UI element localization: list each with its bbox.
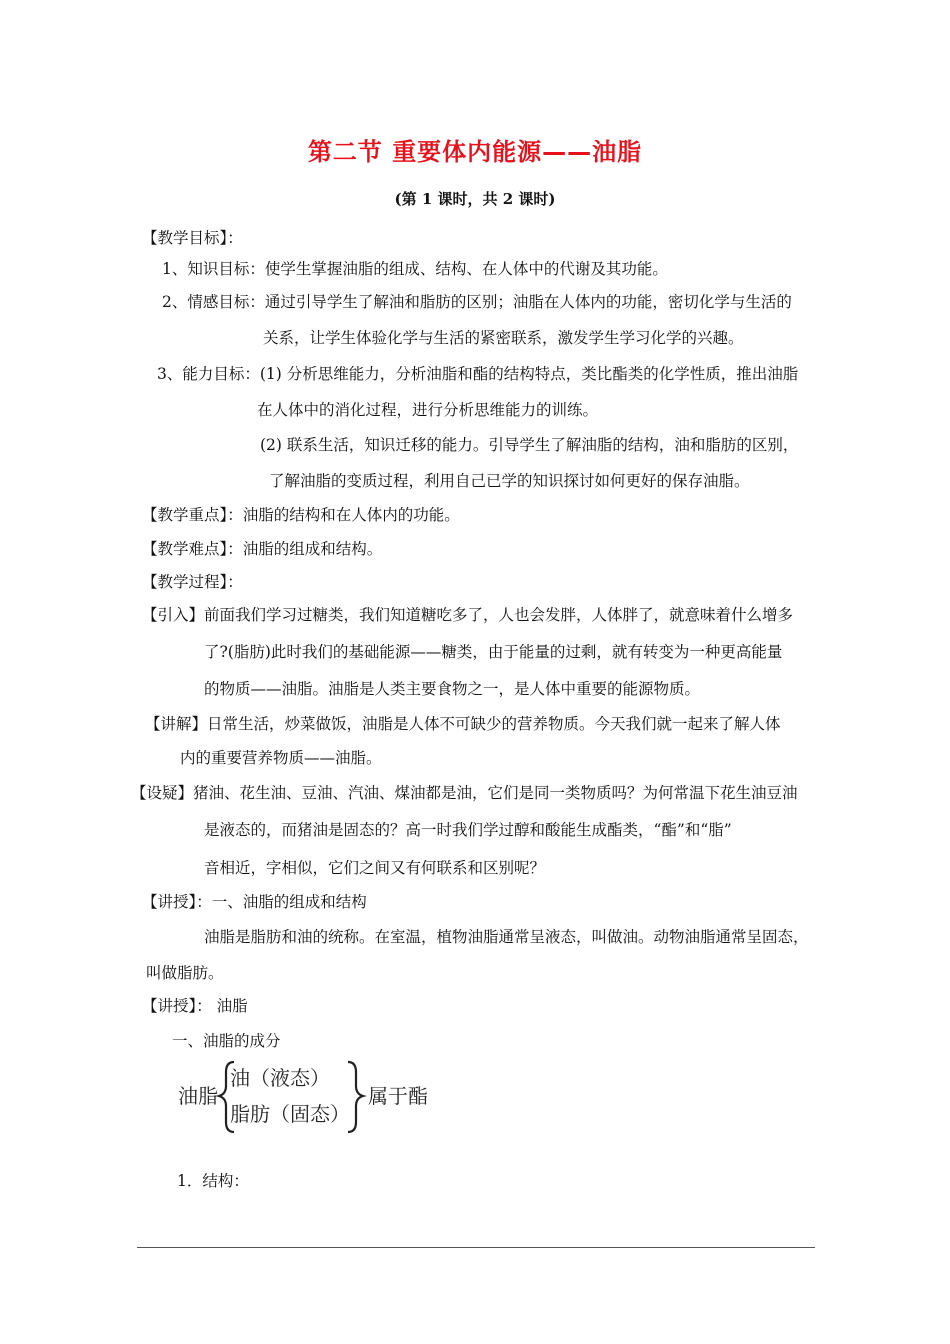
emotion-objective-line1: 2、情感目标：通过引导学生了解油和脂肪的区别；油脂在人体内的功能，密切化学与生活的 <box>162 293 792 311</box>
diagram-result-label: 属于酯 <box>368 1084 428 1108</box>
right-brace <box>348 1062 363 1132</box>
lecture1-line3: 叫做脂肪。 <box>146 964 224 982</box>
ability-objective-line4: 了解油脂的变质过程，利用自己已学的知识探讨如何更好的保存油脂。 <box>269 472 750 490</box>
intro-line3: 的物质——油脂。油脂是人类主要食物之一，是人体中重要的能源物质。 <box>204 680 701 698</box>
lecture2-heading: 【讲授】： 油脂 <box>142 997 248 1015</box>
difficulty-point: 【教学难点】：油脂的组成和结构。 <box>142 540 383 558</box>
diagram-item-oil: 油（液态） <box>230 1066 330 1090</box>
lecture1-line2: 油脂是脂肪和油的统称。在室温，植物油脂通常呈液态，叫做油。动物油脂通常呈固态， <box>204 928 809 946</box>
page-title: 第二节 重要体内能源——油脂 <box>307 138 643 166</box>
diagram-main-label: 油脂 <box>178 1084 218 1108</box>
oil-classification-diagram <box>178 1056 438 1136</box>
intro-line1: 【引入】前面我们学习过糖类，我们知道糖吃多了，人也会发胖，人体胖了，就意味着什么增多 <box>142 606 794 624</box>
ability-objective-line2: 在人体中的消化过程，进行分析思维能力的训练。 <box>257 401 599 419</box>
lecture1-line1: 【讲授】：一、油脂的组成和结构 <box>142 893 367 911</box>
knowledge-objective: 1、知识目标：使学生掌握油脂的组成、结构、在人体中的代谢及其功能。 <box>162 260 668 278</box>
intro-line2: 了?(脂肪)此时我们的基础能源——糖类，由于能量的过剩，就有转变为一种更高能量 <box>204 643 783 661</box>
explain-line2: 内的重要营养物质——油脂。 <box>180 749 382 767</box>
ability-objective-line3: (2) 联系生活，知识迁移的能力。引导学生了解油脂的结构，油和脂肪的区别， <box>260 436 799 454</box>
key-point: 【教学重点】：油脂的结构和在人体内的功能。 <box>142 506 460 524</box>
diagram-item-fat: 脂肪（固态） <box>230 1102 350 1126</box>
question-line3: 音相近，字相似，它们之间又有何联系和区别呢？ <box>204 859 546 877</box>
lesson-period: (第 1 课时，共 2 课时) <box>394 190 556 208</box>
objectives-heading: 【教学目标】： <box>142 229 243 247</box>
question-line1: 【设疑】猪油、花生油、豆油、汽油、煤油都是油，它们是同一类物质吗？为何常温下花生油豆油 <box>131 784 798 802</box>
ability-objective-line1: 3、能力目标：(1) 分析思维能力，分析油脂和酯的结构特点，类比酯类的化学性质，推出油脂 <box>157 365 799 383</box>
question-line2: 是液态的，而猪油是固态的？高一时我们学过醇和酸能生成酯类，“酯”和“脂” <box>204 821 732 839</box>
emotion-objective-line2: 关系，让学生体验化学与生活的紧密联系，激发学生学习化学的兴趣。 <box>263 329 744 347</box>
structure-item: 1．结构： <box>177 1172 249 1190</box>
footer-divider <box>137 1247 815 1248</box>
section-one-heading: 一、油脂的成分 <box>172 1032 281 1050</box>
process-heading: 【教学过程】： <box>142 573 243 591</box>
explain-line1: 【讲解】日常生活，炒菜做饭，油脂是人体不可缺少的营养物质。今天我们就一起来了解人体 <box>145 715 781 733</box>
